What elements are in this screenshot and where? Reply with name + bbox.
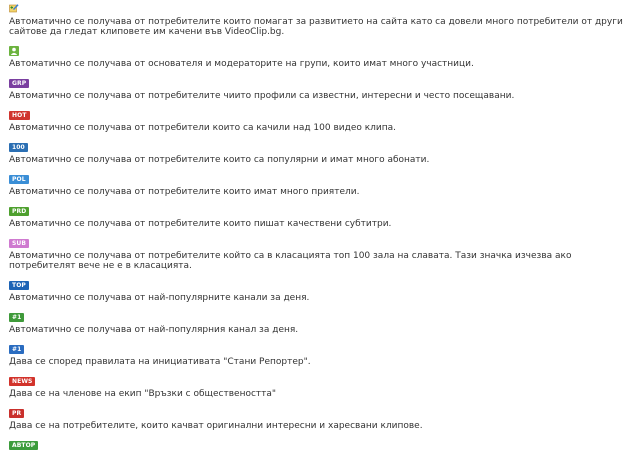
badge-entry	[9, 437, 633, 450]
badge-grp: GRP	[9, 79, 29, 88]
badge-row	[9, 277, 633, 290]
badge-description: Автоматично се получава от основателя и модераторите на групи, които имат много участници.	[9, 59, 474, 69]
badge-description: Автоматично се получава от потребителите които пишат качествени субтитри.	[9, 219, 392, 229]
badge-description: Автоматично се получава от потребители които са качили над 100 видео клипа.	[9, 123, 397, 133]
badge-description: Дава се на потребителите, които качват оригинални интересни и харесвани клипове.	[9, 421, 423, 431]
badge-entry	[9, 309, 633, 335]
badge-entry	[9, 235, 633, 271]
badge-description: Автоматично се получава от най-популярните канали за деня.	[9, 293, 310, 303]
badge-1: #1	[9, 313, 24, 322]
badge-description: Дава се на членове на екип "Връзки с обществеността"	[9, 389, 277, 399]
badge-description: Дава се според правилата на инициативата "Стани Репортер".	[9, 357, 311, 367]
badge-row	[9, 203, 633, 216]
badge-row	[9, 309, 633, 322]
badge-100: 100	[9, 143, 28, 152]
badge-hot: HOT	[9, 111, 30, 120]
badge-row	[9, 171, 633, 184]
badge-description: Автоматично се получава от най-популярния канал за деня.	[9, 325, 299, 335]
badge-abtop: ABTOP	[9, 441, 38, 450]
badge-row	[9, 43, 633, 56]
badge-prd: PRD	[9, 207, 29, 216]
badge-description: Автоматично се получава от потребителите които имат много приятели.	[9, 187, 360, 197]
badge-sub: SUB	[9, 239, 29, 248]
badge-entry	[9, 277, 633, 303]
badge-entry	[9, 75, 633, 101]
badge-description: Автоматично се получава от потребителите които помагат за развитието на сайта като са довели много потребители от други сайтове да гледат клиповете им качени във VideoClip.bg.	[9, 17, 623, 37]
badge-row	[9, 373, 633, 386]
badge-1: #1	[9, 345, 24, 354]
pencil-plus-icon	[9, 3, 19, 13]
badge-entry	[9, 373, 633, 399]
badge-row	[9, 341, 633, 354]
badge-top: TOP	[9, 281, 29, 290]
badge-news: NEWS	[9, 377, 35, 386]
badge-row	[9, 107, 633, 120]
badge-entry	[9, 2, 633, 37]
badge-description: Автоматично се получава от потребителите чиито профили са известни, интересни и често посещавани.	[9, 91, 515, 101]
badge-row	[9, 139, 633, 152]
badge-entry	[9, 203, 633, 229]
badge-entry	[9, 341, 633, 367]
badge-row	[9, 405, 633, 418]
badge-row	[9, 437, 633, 450]
user-icon	[9, 46, 19, 56]
badge-pol: POL	[9, 175, 29, 184]
badge-entry	[9, 171, 633, 197]
badge-row	[9, 235, 633, 248]
badge-pr: PR	[9, 409, 24, 418]
badge-entry	[9, 139, 633, 165]
badge-entry	[9, 405, 633, 431]
badge-entry	[9, 107, 633, 133]
badge-row	[9, 75, 633, 88]
badge-entry	[9, 43, 633, 69]
badge-description: Автоматично се получава от потребителите които са популярни и имат много абонати.	[9, 155, 430, 165]
badge-description: Автоматично се получава от потребителите който са в класацията топ 100 зала на славата. Тази значка изчезва ако потребителят вече не е в класацията.	[9, 251, 572, 271]
badge-row	[9, 2, 633, 13]
